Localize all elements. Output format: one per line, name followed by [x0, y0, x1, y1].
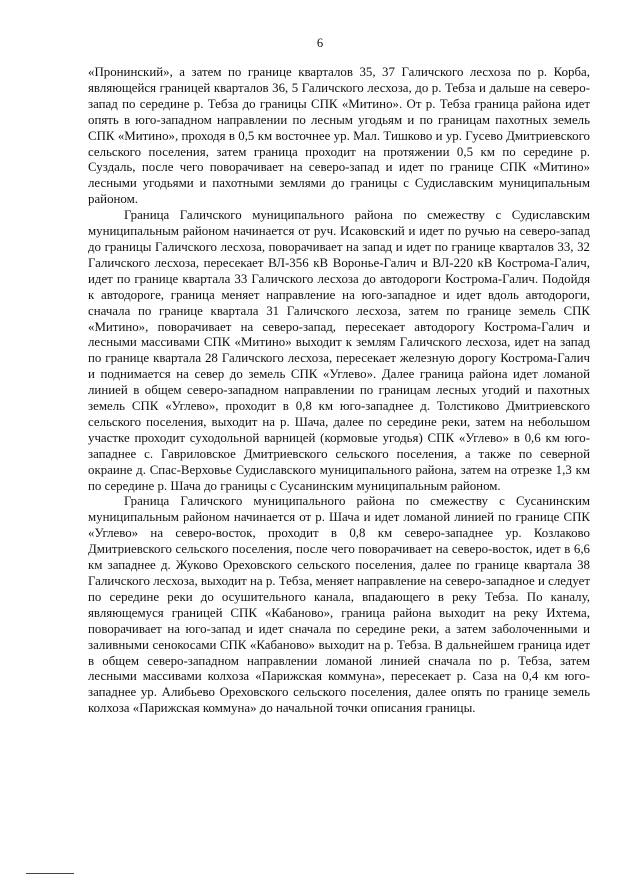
paragraph-susanino-boundary: Граница Галичского муниципального района по смежеству с Сусанинским муниципальным районом начинается от р. Шача и идет ломаной линией по границе СПК «Углево» на северо-восток, проходит в 0,8 км северо-западнее ур. Козлаково Дмитриевского сельского поселения, после чего поворачивает на северо-восток, идет в 6,6 км западнее д. Жуково Ореховского сельского поселения, далее по границе квартала 38 Галичского лесхоза, выходит на р. Тебза, меняет направление на северо-западное и следует по середине реки до осушительного канала, впадающего в реку Тебза. По каналу, являющемуся границей СПК «Кабаново», граница района выходит на реку Ихтема, поворачивает на юго-запад и идет сначала по середине реки, а затем заболоченными и заливными сенокосами СПК «Кабаново» выходит на р. Тебза. В дальнейшем граница идет в общем северо-западном направлении ломаной линией сначала по р. Тебза, затем лесными массивами колхоза «Парижская коммуна», пересекает р. Саза на 0,4 км юго-западнее ур. Алибьево Ореховского сельского поселения, далее опять по границе земель колхоза «Парижская коммуна» до начальной точки описания границы.: [88, 494, 590, 716]
paragraph-continuation: «Пронинский», а затем по границе кварталов 35, 37 Галичского лесхоза по р. Корба, являющейся границей кварталов 36, 5 Галичского лесхоза, до р. Тебза и дальше на северо-запад по середине р. Тебза до границы СПК «Митино». От р. Тебза граница района идет опять в юго-западном направлении по лесным угодьям и по границам пахотных земель СПК «Митино», проходя в 0,5 км восточнее ур. Мал. Тишково и ур. Гусево Дмитриевского сельского поселения, затем граница проходит на протяжении 0,5 км по середине р. Суздаль, после чего поворачивает на северо-запад и идет по границе СПК «Митино» лесными угодьями и пахотными землями до границы с Судиславским муниципальным районом.: [88, 65, 590, 207]
paragraph-sudislavl-boundary: Граница Галичского муниципального района по смежеству с Судиславским муниципальным районом начинается от руч. Исаковский и идет по ручью на северо-запад до границы Галичского лесхоза, поворачивает на запад и идет по границе кварталов 33, 32 Галичского лесхоза, пересекает ВЛ-356 кВ Воронье-Галич и ВЛ-220 кВ Кострома-Галич, идет по границе квартала 33 Галичского лесхоза до автодороги Кострома-Галич. Подойдя к автодороге, граница меняет направление на юго-западное и идет вдоль автодороги, сначала по границе квартала 31 Галичского лесхоза, затем по границе земель СПК «Митино», поворачивает на северо-запад, пересекает автодорогу Кострома-Галич и лесными массивами СПК «Митино» выходит к землям Галичского лесхоза, идет на запад по границе квартала 28 Галичского лесхоза, пересекает железную дорогу Кострома-Галич и поднимается на север до земель СПК «Углево». Далее граница района идет ломаной линией в общем северо-западном направлении по границам лесных угодий и пахотных земель СПК «Углево», проходит в 0,8 км юго-западнее д. Толстиково Дмитриевского сельского поселения, выходит на р. Шача, далее по середине реки, затем на небольшом участке проходит суходольной варницей (кормовые угодья) СПК «Углево» в 0,6 км юго-западнее с. Гавриловское Дмитриевского сельского поселения, а также по северной окраине д. Спас-Верховье Судиславского муниципального района, затем на отрезке 1,3 км по середине р. Шача до границы с Сусанинским муниципальным районом.: [88, 208, 590, 493]
document-body: [88, 65, 590, 717]
page-number: 6: [316, 36, 324, 50]
footer-rule: [26, 873, 74, 874]
